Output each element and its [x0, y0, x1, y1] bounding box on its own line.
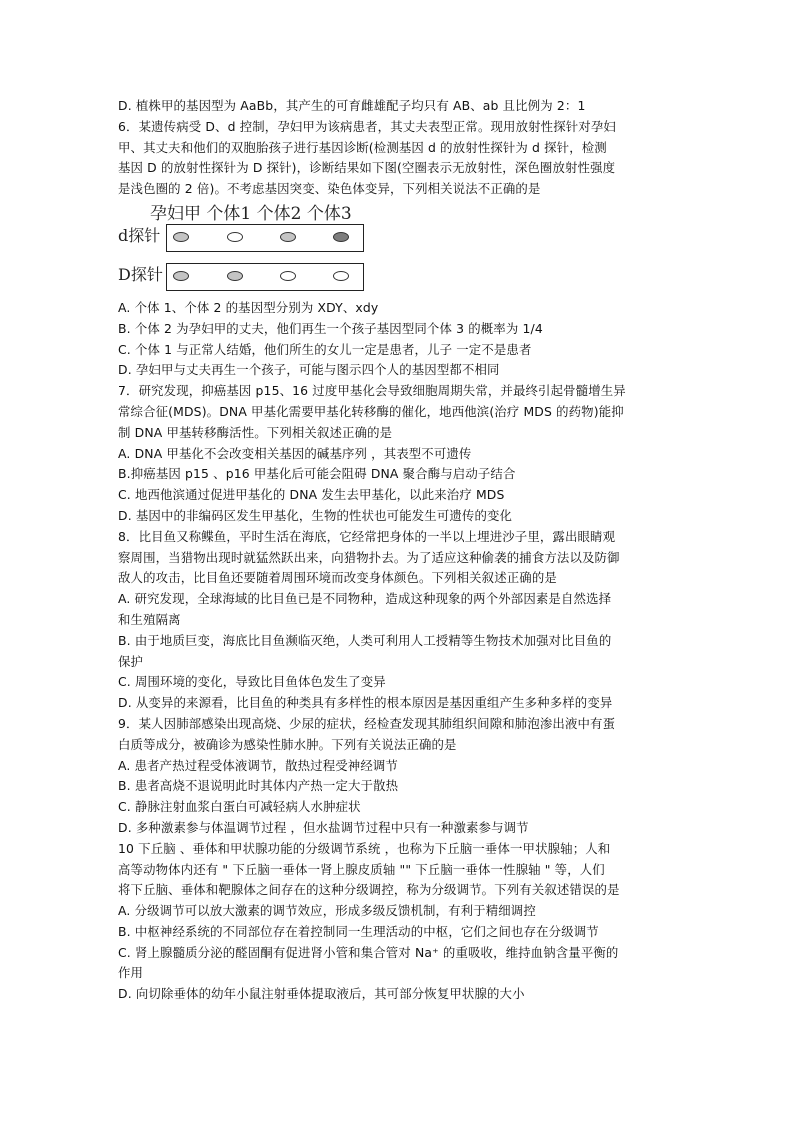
option-line: A. DNA 甲基化不会改变相关基因的碱基序列 ，其表型不可遗传: [118, 445, 472, 461]
exam-page: [118, 96, 678, 1005]
probe-diagnosis-figure: [118, 202, 678, 296]
text-line: 6．某遗传病受 D、d 控制，孕妇甲为该病患者，其丈夫表型正常。现用放射性探针对孕妇: [118, 118, 616, 134]
d-spot-individual-3: [333, 232, 349, 242]
option-line: C. 个体 1 与正常人结婚，他们所生的女儿一定是患者，儿子 一定不是患者: [118, 341, 532, 357]
text-line: 基因 D 的放射性探针为 D 探针)，诊断结果如下图(空圈表示无放射性，深色圈放射性强度: [118, 160, 616, 176]
option-line: C. 地西他滨通过促进甲基化的 DNA 发生去甲基化，以此来治疗 MDS: [118, 487, 505, 503]
text-line: 甲、其丈夫和他们的双胞胎孩子进行基因诊断(检测基因 d 的放射性探针为 d 探针，检测: [118, 139, 607, 155]
text-line: 是浅色圈的 2 倍)。不考虑基因突变、染色体变异，下列相关说法不正确的是: [118, 181, 541, 197]
option-line: D. 基因中的非编码区发生甲基化，生物的性状也可能发生可遗传的变化: [118, 507, 513, 523]
option-line: D. 孕妇甲与丈夫再生一个孩子，可能与图示四个人的基因型都不相同: [118, 362, 500, 378]
option-line: D. 从变异的来源看，比目鱼的种类具有多样性的根本原因是基因重组产生多种多样的变异: [118, 695, 613, 711]
D-spot-pregnant-a: [173, 271, 189, 281]
question-text-bottom: [118, 298, 678, 1005]
text-line: 8．比目鱼又称鲽鱼，平时生活在海底，它经常把身体的一半以上埋进沙子里，露出眼睛观: [118, 528, 616, 544]
option-line: D. 向切除垂体的幼年小鼠注射垂体提取液后，其可部分恢复甲状腺的大小: [118, 986, 525, 1002]
D-spot-individual-1: [227, 271, 243, 281]
D-spot-individual-2: [280, 271, 296, 281]
option-line: B.抑癌基因 p15 、p16 甲基化后可能会阻碍 DNA 聚合酶与启动子结合: [118, 466, 516, 482]
d-probe-row: [166, 224, 364, 252]
d-probe-label: d探针: [118, 225, 161, 245]
option-line: A. 研究发现，全球海域的比目鱼已是不同物种，造成这种现象的两个外部因素是自然选择: [118, 591, 612, 607]
question-text-top: [118, 96, 678, 200]
text-line: 将下丘脑、垂体和靶腺体之间存在的这种分级调控，称为分级调节。下列有关叙述错误的是: [118, 882, 620, 898]
option-line: D. 多种激素参与体温调节过程 ，但水盐调节过程中只有一种激素参与调节: [118, 819, 529, 835]
text-line: 10 下丘脑 、垂体和甲状腺功能的分级调节系统 ，也称为下丘脑一垂体一甲状腺轴；人和: [118, 840, 611, 856]
D-probe-row: [166, 263, 364, 291]
option-line: C. 静脉注射血浆白蛋白可减轻病人水肿症状: [118, 799, 361, 815]
text-line: 察周围，当猎物出现时就猛然跃出来，向猎物扑去。为了适应这种偷袭的捕食方法以及防御: [118, 549, 620, 565]
option-line: A. 分级调节可以放大激素的调节效应，形成多级反馈机制，有利于精细调控: [118, 903, 536, 919]
text-line: 高等动物体内还有 " 下丘脑一垂体一肾上腺皮质轴 "" 下丘脑一垂体一性腺轴 " 等，人们: [118, 861, 605, 877]
option-line: C. 肾上腺髓质分泌的醛固酮有促进肾小管和集合管对 Na⁺ 的重吸收，维持血钠含量平衡的: [118, 944, 619, 960]
figure-header: 孕妇甲 个体1 个体2 个体3: [150, 203, 352, 224]
option-line: B. 个体 2 为孕妇甲的丈夫，他们再生一个孩子基因型同个体 3 的概率为 1/4: [118, 320, 543, 336]
text-line: 制 DNA 甲基转移酶活性。下列相关叙述正确的是: [118, 424, 393, 440]
option-line: B. 患者高烧不退说明此时其体内产热一定大于散热: [118, 778, 399, 794]
d-spot-individual-1: [227, 232, 243, 242]
text-line: 敌人的攻击，比目鱼还要随着周围环境而改变身体颜色。下列相关叙述正确的是: [118, 570, 557, 586]
option-line: A. 个体 1、个体 2 的基因型分别为 XDY、xdy: [118, 299, 379, 315]
option-line: A. 患者产热过程受体液调节，散热过程受神经调节: [118, 757, 398, 773]
text-line: 常综合征(MDS)。DNA 甲基化需要甲基化转移酶的催化，地西他滨(治疗 MDS 的药物)能抑: [118, 403, 624, 419]
text-line: 7．研究发现，抑癌基因 p15、16 过度甲基化会导致细胞周期失常，并最终引起骨髓增生异: [118, 383, 626, 399]
D-spot-individual-3: [333, 271, 349, 281]
text-line: 白质等成分，被确诊为感染性肺水肿。下列有关说法正确的是: [118, 736, 457, 752]
D-probe-label: D探针: [118, 264, 163, 284]
option-line: 作用: [118, 965, 144, 981]
d-spot-pregnant-a: [173, 232, 189, 242]
option-line: B. 中枢神经系统的不同部位存在着控制同一生理活动的中枢，它们之间也存在分级调节: [118, 923, 599, 939]
option-line: C. 周围环境的变化，导致比目鱼体色发生了变异: [118, 674, 386, 690]
text-line: 9．某人因肺部感染出现高烧、少尿的症状，经检查发现其肺组织间隙和肺泡渗出液中有蛋: [118, 715, 616, 731]
option-line: 和生殖隔离: [118, 611, 181, 627]
option-line: B. 由于地质巨变，海底比目鱼濒临灭绝，人类可利用人工授精等生物技术加强对比目鱼的: [118, 632, 612, 648]
text-line: D. 植株甲的基因型为 AaBb，其产生的可育雌雄配子均只有 AB、ab 且比例为 2：1: [118, 98, 586, 113]
option-line: 保护: [118, 653, 144, 669]
d-spot-individual-2: [280, 232, 296, 242]
